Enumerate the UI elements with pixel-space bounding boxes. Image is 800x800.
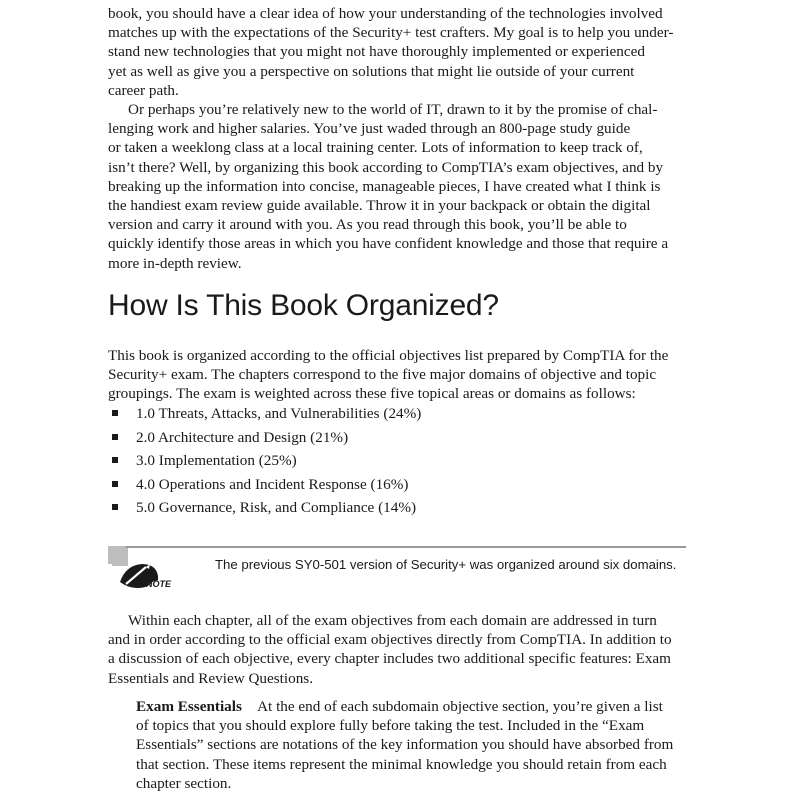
intro-paragraph-2 [108,100,686,273]
text-line: isn’t there? Well, by organizing this book according to CompTIA’s exam objectives, and by [108,158,664,176]
note-divider [126,546,686,548]
section-heading: How Is This Book Organized? [108,289,499,322]
bullet-icon [112,504,118,510]
text-line: that section. These items represent the minimal knowledge you should retain from each [136,755,667,773]
text-line: more in-depth review. [108,254,242,272]
text-line: of topics that you should explore fully before taking the test. Included in the “Exam [136,717,645,735]
chapter-paragraph [108,611,686,688]
text-line: a discussion of each objective, every chapter includes two additional specific features: Exam [108,650,671,668]
organization-paragraph [108,346,686,404]
text-line: the handiest exam review guide available. Throw it in your backpack or obtain the digital [108,197,651,215]
text-line: and in order according to the official exam objectives directly from CompTIA. In addition to [108,631,672,649]
text-line: or taken a weeklong class at a local training center. Lots of information to keep track of, [108,139,643,157]
text-line: Within each chapter, all of the exam objectives from each domain are addressed in turn [128,612,657,629]
text-line: breaking up the information into concise, manageable pieces, I have created what I think is [108,177,661,195]
text-line: Essentials” sections are notations of the key information you should have absorbed from [136,736,674,754]
text-line: book, you should have a clear idea of how your understanding of the technologies involved [108,5,663,22]
text-line [136,697,686,716]
text-line: Essentials and Review Questions. [108,669,314,687]
text-line: stand new technologies that you might not have thoroughly implemented or experienced [108,43,645,61]
note-icon [112,552,176,592]
text-line: version and carry it around with you. As you read through this book, you’ll be able to [108,216,627,234]
domain-label: 4.0 Operations and Incident Response (16%) [136,475,409,493]
text-line: lenging work and higher salaries. You’ve just waded through an 800-page study guide [108,120,631,138]
bullet-icon [112,457,118,463]
text-line: quickly identify those areas in which you have confident knowledge and those that require a [108,235,669,253]
text-line: Or perhaps you’re relatively new to the world of IT, drawn to it by the promise of chal- [128,101,658,118]
intro-paragraph-1 [108,4,686,100]
note-icon-label: NOTE [146,579,172,589]
text-line: This book is organized according to the official objectives list prepared by CompTIA for the [108,347,669,364]
note-text: The previous SY0-501 version of Security+ was organized around six domains. [215,557,677,572]
text-line: matches up with the expectations of the Security+ test crafters. My goal is to help you under- [108,24,674,42]
exam-essentials-paragraph [136,697,686,793]
text-line: chapter section. [136,774,232,792]
domain-label: 2.0 Architecture and Design (21%) [136,428,349,446]
text-line: yet as well as give you a perspective on solutions that might lie outside of your current [108,62,635,80]
text-line: career path. [108,81,179,99]
text-line: Security+ exam. The chapters correspond to the five major domains of objective and topic [108,366,657,384]
bullet-icon [112,434,118,440]
bullet-icon [112,481,118,487]
note-callout [108,544,686,594]
domain-label: 3.0 Implementation (25%) [136,452,297,470]
exam-essentials-first-line: At the end of each subdomain objective section, you’re given a list [257,698,663,715]
exam-essentials-term: Exam Essentials [136,698,242,715]
domain-label: 1.0 Threats, Attacks, and Vulnerabilities (24%) [136,405,422,422]
bullet-icon [112,410,118,416]
text-line: groupings. The exam is weighted across these five topical areas or domains as follows: [108,385,636,403]
domain-label: 5.0 Governance, Risk, and Compliance (14%) [136,499,417,517]
